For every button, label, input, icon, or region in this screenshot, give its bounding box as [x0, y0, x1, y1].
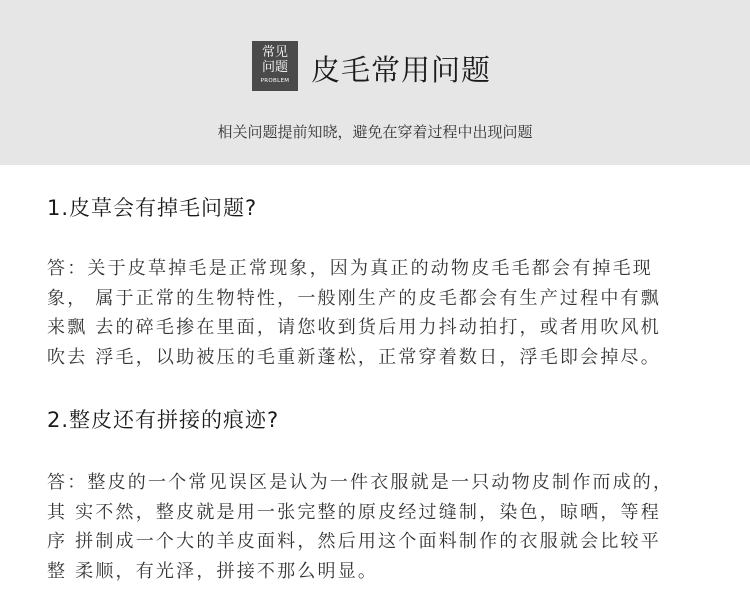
page-title: 皮毛常用问题 [311, 53, 492, 87]
answer-line: 其 实不然，整皮就是用一张完整的原皮经过缝制，染色，晾晒，等程 [47, 501, 661, 523]
logo-text-line2: 问题 [261, 60, 288, 75]
faq-logo [252, 41, 298, 91]
logo-subtext: PROBLEM [260, 78, 290, 84]
question-2: 2.整皮还有拼接的痕迹? [47, 408, 280, 432]
answer-line: 整 柔顺，有光泽，拼接不那么明显。 [47, 560, 379, 582]
answer-line: 来飘 去的碎毛掺在里面，请您收到货后用力抖动拍打，或者用吹风机 [47, 317, 661, 338]
logo-text-line1: 常见 [261, 45, 288, 60]
answer-line: 答：整皮的一个常见误区是认为一件衣服就是一只动物皮制作而成的， [47, 472, 674, 493]
answer-1 [47, 254, 707, 372]
answer-line: 吹去 浮毛，以助被压的毛重新蓬松，正常穿着数日，浮毛即会掉尽。 [47, 346, 661, 368]
answer-line: 序 拼制成一个大的羊皮面料，然后用这个面料制作的衣服就会比较平 [47, 531, 661, 552]
answer-line: 象， 属于正常的生物特性，一般刚生产的皮毛都会有生产过程中有飘 [47, 287, 661, 309]
answer-line: 答：关于皮草掉毛是正常现象，因为真正的动物皮毛毛都会有掉毛现 [47, 258, 653, 279]
answer-2 [47, 468, 707, 586]
header-banner [0, 0, 750, 165]
page-subtitle: 相关问题提前知晓，避免在穿着过程中出现问题 [217, 123, 533, 141]
question-1: 1.皮草会有掉毛问题? [47, 196, 258, 220]
